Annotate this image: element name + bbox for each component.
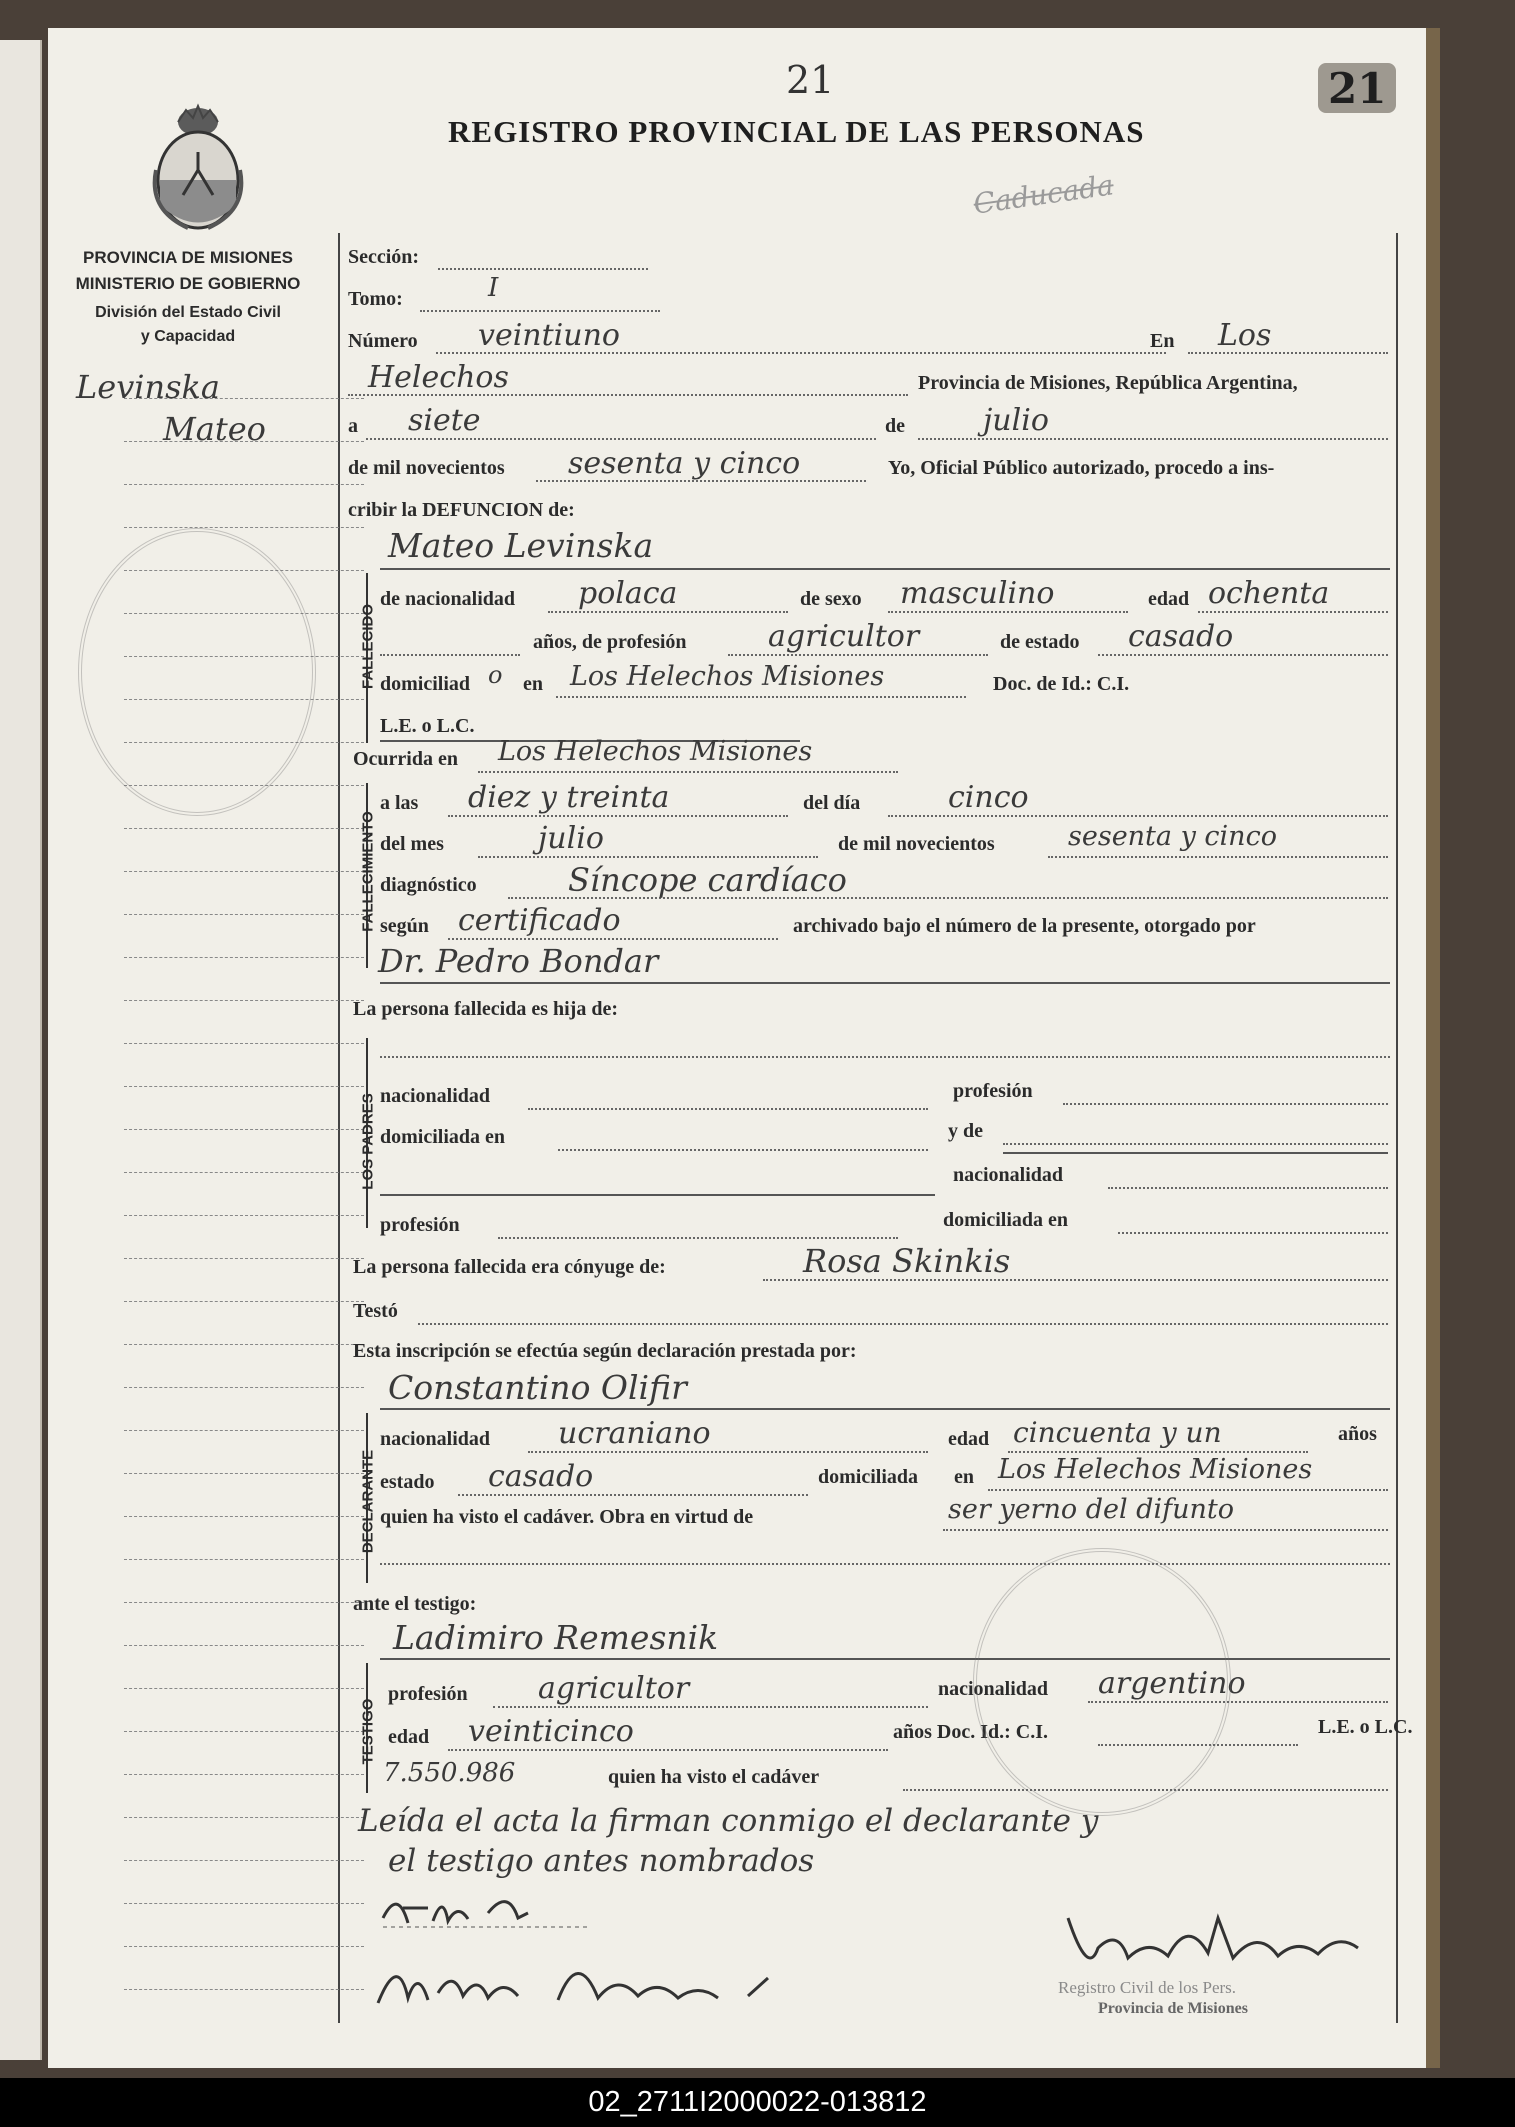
value-estado-declarante: casado [488,1459,594,1494]
value-anio: sesenta y cinco [568,446,801,481]
margin-rule-line [124,1860,364,1861]
previous-page-edge [0,40,42,2060]
label-visto: quien ha visto el cadáver. Obra en virtud de [380,1506,754,1528]
label-testo: Testó [353,1300,398,1322]
value-edad: ochenta [1208,576,1330,611]
label-numero: Número [348,330,418,352]
crossed-note: Caducada [971,168,1116,221]
label-nacionalidad-fallecido: de nacionalidad [380,588,516,610]
value-edad-declarante: cincuenta y un [1013,1416,1222,1449]
value-nacionalidad-declarante: ucraniano [558,1416,711,1451]
margin-rule-line [124,1301,364,1302]
value-ocurrida: Los Helechos Misiones [498,736,813,767]
label-nacionalidad-madre: nacionalidad [953,1164,1064,1186]
label-le-lc: L.E. o L.C. [380,715,475,737]
value-profesion-testigo: agricultor [538,1671,690,1706]
value-mes-fallecimiento: julio [538,821,604,856]
margin-rule-line [124,1430,364,1431]
value-sexo: masculino [900,576,1055,611]
label-edad-fallecido: edad [1148,588,1190,610]
value-conyuge: Rosa Skinkis [803,1242,1011,1280]
margin-rule-line [124,1903,364,1904]
coat-of-arms-icon [148,100,248,234]
label-seccion: Sección: [348,246,420,268]
round-stamp-left [78,528,316,816]
value-tomo: I [488,273,499,303]
value-profesion: agricultor [768,619,920,654]
margin-rule-line [124,1731,364,1732]
margin-rule-line [124,1086,364,1087]
margin-rule-line [124,1387,364,1388]
value-diagnostico: Síncope cardíaco [568,861,847,899]
section-fallecimiento: FALLECIMIENTO [359,811,377,932]
label-segun: según [380,915,429,937]
value-nombre: Mateo Levinska [388,526,654,565]
label-edad-declarante: edad [948,1428,990,1450]
label-tomo: Tomo: [348,288,403,310]
label-a: a [348,415,358,437]
section-fallecido: FALLECIDO [359,604,377,689]
margin-rule-line [124,1473,364,1474]
signature-official [1058,1908,1388,1988]
margin-name-1: Levinska [76,368,220,406]
margin-rule-line [124,1043,364,1044]
margin-rule-line [124,957,364,958]
label-visto-testigo: quien ha visto el cadáver [608,1766,820,1788]
value-dia-fallecimiento: cinco [948,780,1029,815]
margin-rule-line [124,914,364,915]
value-nacionalidad-testigo: argentino [1098,1666,1246,1701]
margin-rule-line [124,1688,364,1689]
closing-line-2: el testigo antes nombrados [388,1843,815,1879]
label-nacionalidad-padre: nacionalidad [380,1085,491,1107]
label-provincia: Provincia de Misiones, República Argentina, [918,372,1298,394]
file-caption: 02_2711I2000022-013812 [0,2078,1515,2127]
stamp-number: 21 [1328,64,1387,113]
value-domicilio-declarante: Los Helechos Misiones [998,1454,1313,1485]
label-profesion-madre: profesión [380,1214,460,1236]
label-archivado: archivado bajo el número de la presente, otorgado por [793,915,1256,937]
left-column-divider [338,233,340,2023]
label-nacionalidad-testigo: nacionalidad [938,1678,1049,1700]
label-ocurrida: Ocurrida en [353,748,458,770]
left-header-4: y Capacidad [140,328,236,345]
register-page [48,28,1440,2068]
left-header-1: PROVINCIA DE MISIONES [82,248,293,267]
margin-rule-line [124,1258,364,1259]
value-medico: Dr. Pedro Bondar [378,942,659,980]
section-padres: LOS PADRES [359,1093,377,1190]
margin-rule-line [124,1172,364,1173]
margin-rule-line [124,1645,364,1646]
left-header-3: División del Estado Civil [95,304,281,321]
margin-rule-line [124,527,364,528]
label-de: de [885,415,905,437]
value-lugar: Helechos [368,360,509,395]
label-del-dia: del día [803,792,861,814]
value-vinculo: ser yerno del difunto [948,1494,1234,1525]
signature-testigo [368,1948,888,2018]
margin-rule-line [124,871,364,872]
value-domicilio-o: o [488,661,503,689]
margin-rule-line [124,1129,364,1130]
official-caption-1: Registro Civil de los Pers. [1058,1978,1237,1997]
value-mes: julio [983,403,1049,438]
closing-line-1: Leída el acta la firman conmigo el declarante y [358,1803,1099,1839]
page-number: 21 [786,58,835,102]
margin-rule-line [124,1774,364,1775]
label-profesion-padre: profesión [953,1080,1033,1102]
value-segun: certificado [458,903,621,938]
margin-rule-line [124,1215,364,1216]
label-anos-declarante: años [1338,1423,1377,1445]
label-del-mes: del mes [380,833,444,855]
margin-rule-line [124,484,364,485]
value-declarante: Constantino Olifir [388,1368,687,1407]
margin-rule-line [124,1989,364,1990]
label-domiciliada-madre: domiciliada en [943,1209,1069,1231]
label-sexo: de sexo [800,588,862,610]
label-profesion-testigo: profesión [388,1683,468,1705]
section-testigo: TESTIGO [359,1698,377,1765]
label-domiciliada-declarante: domiciliada [818,1466,919,1488]
label-domiciliad: domiciliad [380,673,471,695]
label-domiciliada-padre: domiciliada en [380,1126,506,1148]
margin-rule-line [124,1817,364,1818]
label-le-lc-testigo: L.E. o L.C. [1318,1716,1413,1738]
label-nacionalidad-declarante: nacionalidad [380,1428,491,1450]
value-anio-fallecimiento: sesenta y cinco [1068,821,1277,852]
value-en: Los [1218,318,1272,353]
margin-rule-line [124,1344,364,1345]
right-border [1396,233,1398,2023]
label-anos-doc: años Doc. Id.: C.I. [893,1721,1049,1743]
left-header-2: MINISTERIO DE GOBIERNO [75,274,301,293]
label-estado-declarante: estado [380,1471,435,1493]
label-de-mil: de mil novecientos [348,457,505,479]
label-en: En [1150,330,1175,352]
label-diagnostico: diagnóstico [380,874,477,896]
official-caption-2: Provincia de Misiones [1098,2000,1248,2017]
value-estado: casado [1128,619,1234,654]
label-doc-id: Doc. de Id.: C.I. [993,673,1130,695]
label-y-de: y de [948,1120,983,1142]
label-de-mil-fallecimiento: de mil novecientos [838,833,995,855]
label-yo-oficial: Yo, Oficial Público autorizado, procedo a ins- [888,457,1275,479]
value-nacionalidad: polaca [578,576,678,611]
label-en-fallecido: en [523,673,543,695]
margin-rule-line [124,1559,364,1560]
margin-rule-line [124,1602,364,1603]
label-hija-de: La persona fallecida es hija de: [353,998,618,1020]
signature-declarante [378,1883,618,1933]
label-inscribir: cribir la DEFUNCION de: [348,499,575,521]
label-inscripcion: Esta inscripción se efectúa según declaración prestada por: [353,1340,857,1362]
label-conyuge: La persona fallecida era cónyuge de: [353,1256,666,1278]
margin-rule-line [124,828,364,829]
margin-rule-line [124,1516,364,1517]
label-anos-profesion: años, de profesión [533,631,687,653]
margin-rule-line [124,1946,364,1947]
value-edad-testigo: veinticinco [468,1714,634,1749]
label-edad-testigo: edad [388,1726,430,1748]
value-numero: veintiuno [478,318,620,353]
register-title: REGISTRO PROVINCIAL DE LAS PERSONAS [448,114,1145,149]
margin-name-2: Mateo [163,410,266,448]
value-dia: siete [408,403,481,438]
value-testigo: Ladimiro Remesnik [393,1618,719,1657]
round-stamp-right [973,1548,1231,1816]
label-ante-testigo: ante el testigo: [353,1593,477,1615]
label-a-las: a las [380,792,419,814]
value-domicilio: Los Helechos Misiones [570,661,885,692]
margin-rule-line [124,1000,364,1001]
label-en-declarante: en [954,1466,974,1488]
section-declarante: DECLARANTE [359,1449,377,1554]
value-hora: diez y treinta [468,780,670,815]
label-estado-fallecido: de estado [1000,631,1080,653]
value-doc-testigo: 7.550.986 [383,1758,516,1788]
